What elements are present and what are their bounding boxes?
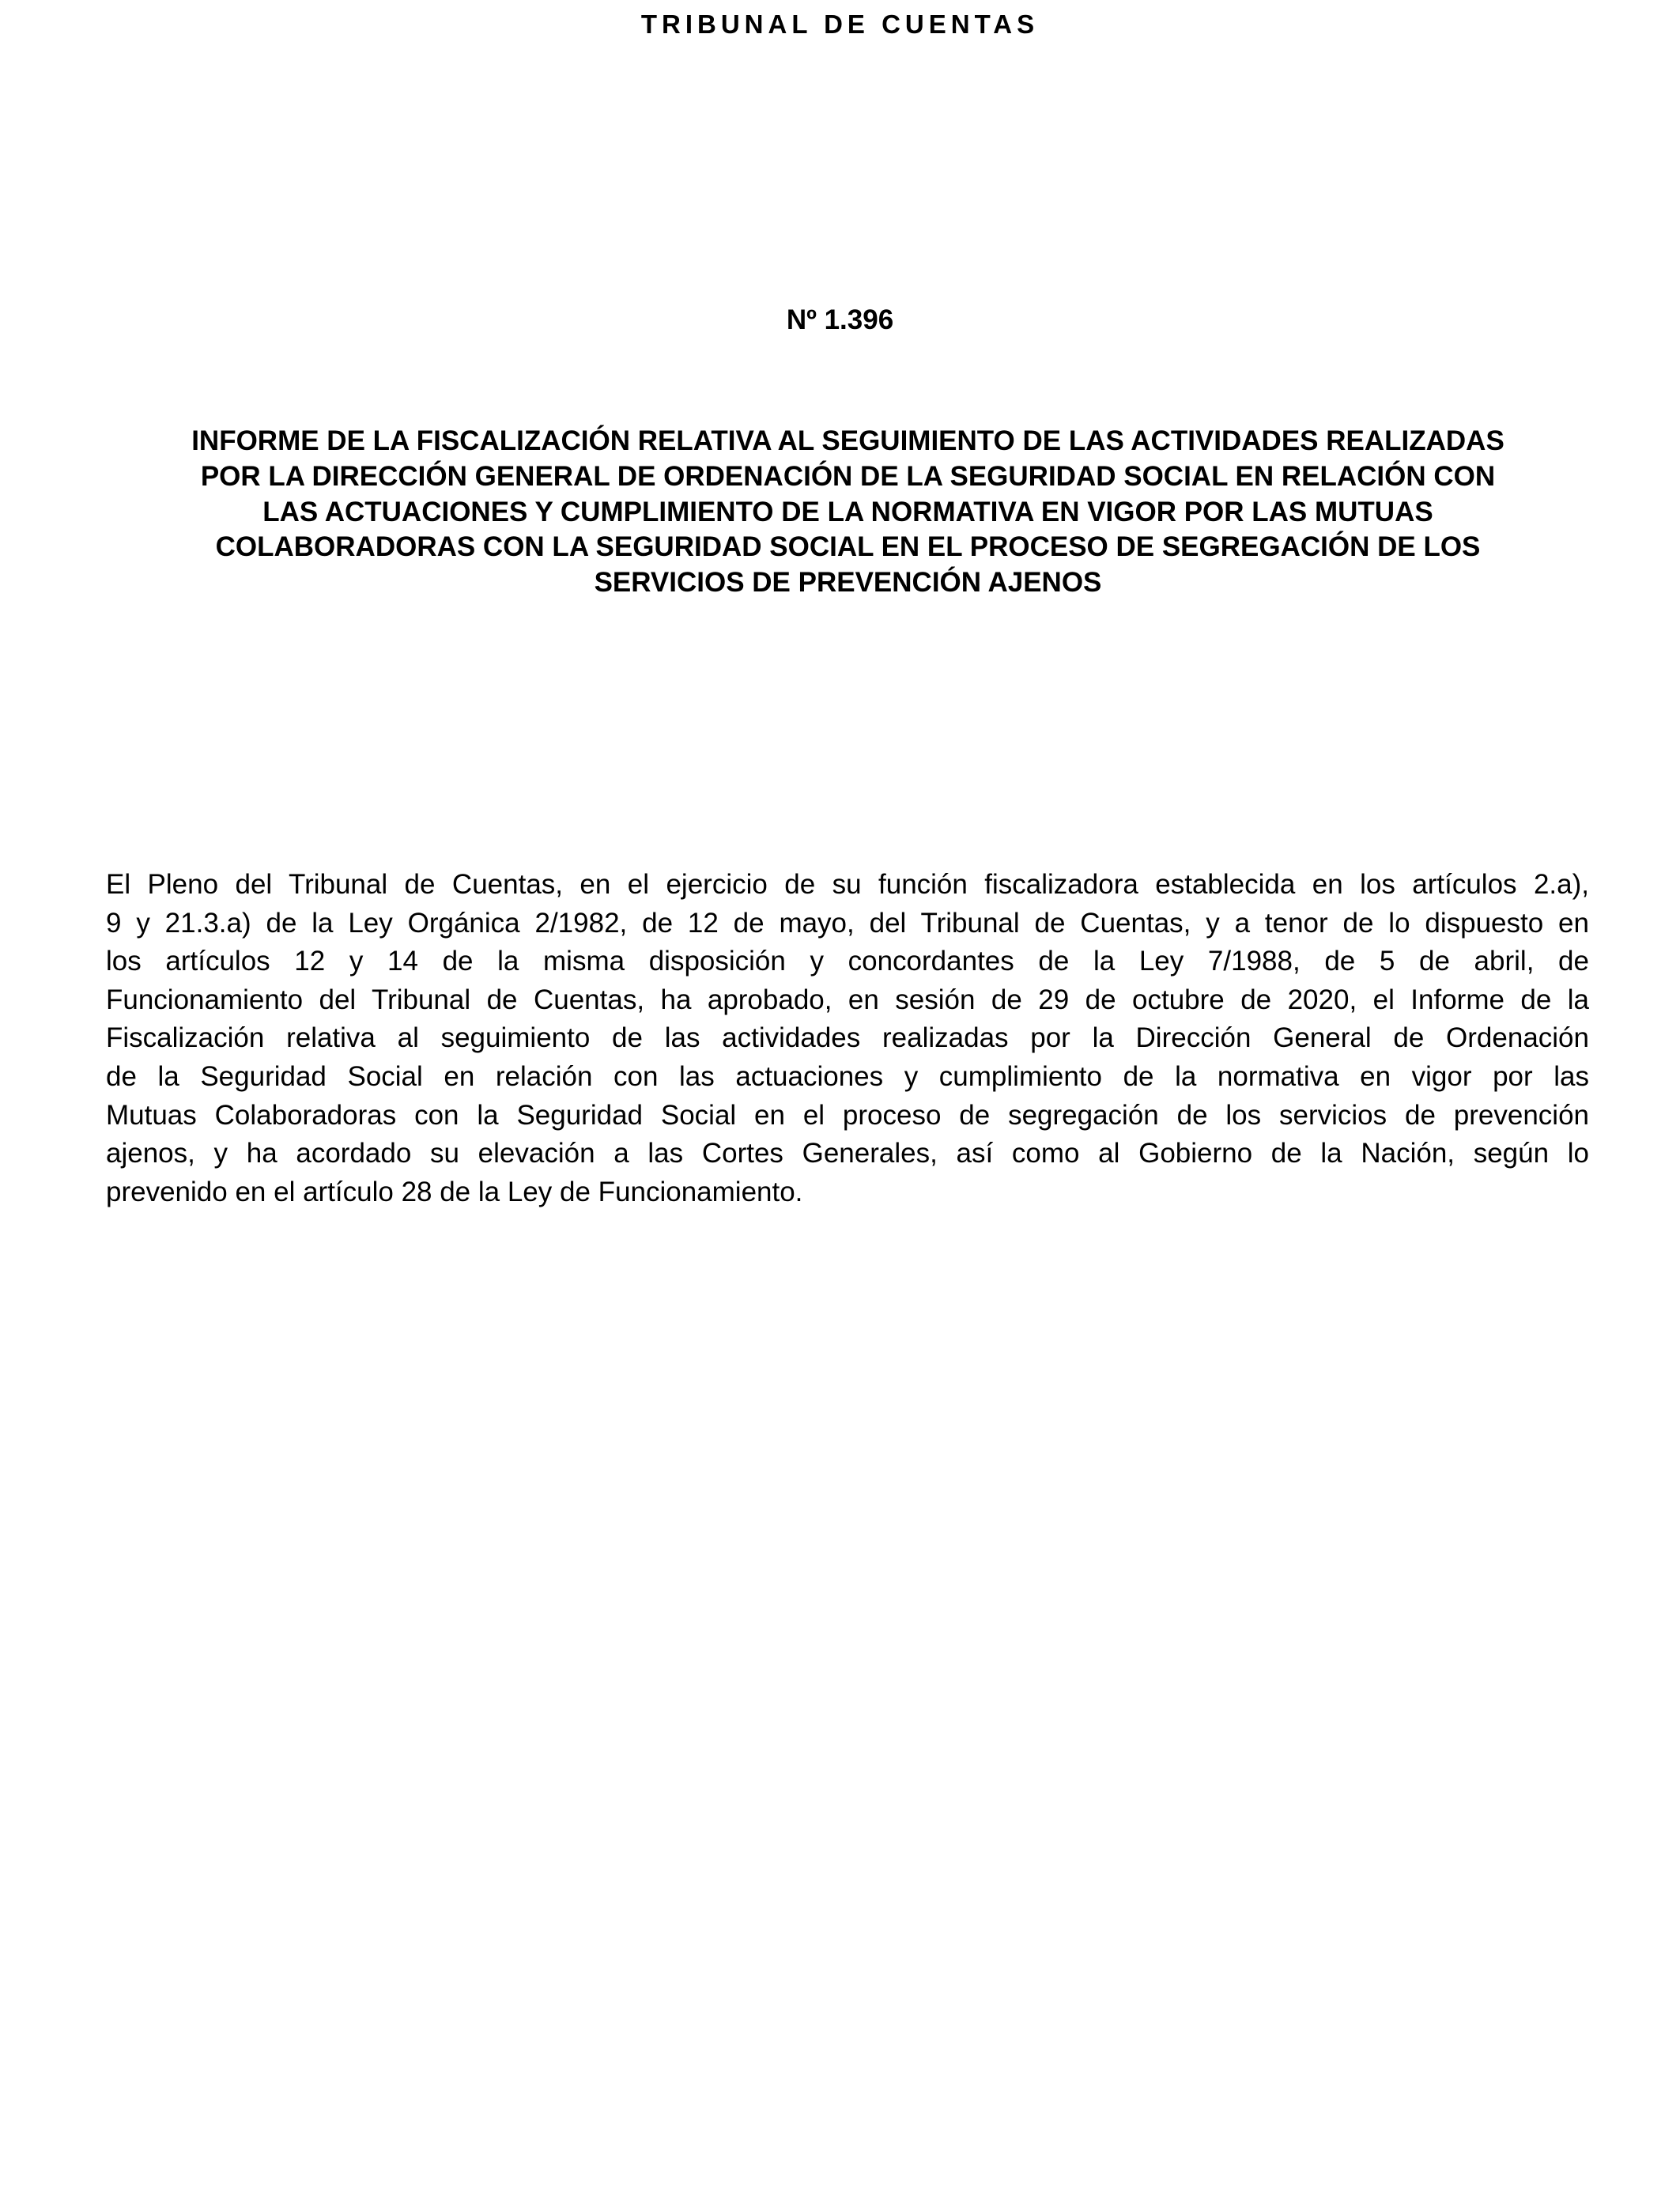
body-paragraph: [106, 866, 1589, 1211]
title-line: POR LA DIRECCIÓN GENERAL DE ORDENACIÓN DE LA SEGURIDAD SOCIAL EN RELACIÓN CON: [200, 460, 1496, 492]
body-line: los artículos 12 y 14 de la misma disposición y concordantes de la Ley 7/1988, de 5 de abril, de: [106, 946, 1589, 977]
title-line: LAS ACTUACIONES Y CUMPLIMIENTO DE LA NORMATIVA EN VIGOR POR LAS MUTUAS: [262, 496, 1433, 527]
body-line: 9 y 21.3.a) de la Ley Orgánica 2/1982, de 12 de mayo, del Tribunal de Cuentas, y a tenor de lo dispuesto en: [106, 907, 1589, 939]
body-line: Mutuas Colaboradoras con la Seguridad Social en el proceso de segregación de los servicios de prevención: [106, 1099, 1589, 1131]
page-header: TRIBUNAL DE CUENTAS: [640, 9, 1040, 39]
title-line: SERVICIOS DE PREVENCIÓN AJENOS: [594, 567, 1102, 599]
title-line: INFORME DE LA FISCALIZACIÓN RELATIVA AL SEGUIMIENTO DE LAS ACTIVIDADES REALIZADAS: [191, 425, 1504, 456]
report-title: [95, 424, 1601, 601]
body-line: de la Seguridad Social en relación con las actuaciones y cumplimiento de la normativa en vigor por las: [106, 1060, 1589, 1092]
body-line: Funcionamiento del Tribunal de Cuentas, ha aprobado, en sesión de 29 de octubre de 2020, el Informe de la: [106, 984, 1589, 1015]
body-line: prevenido en el artículo 28 de la Ley de Funcionamiento.: [106, 1176, 803, 1207]
report-number: Nº 1.396: [786, 304, 894, 335]
body-line: ajenos, y ha acordado su elevación a las Cortes Generales, así como al Gobierno de la Nación, según lo: [106, 1138, 1589, 1169]
body-line: El Pleno del Tribunal de Cuentas, en el ejercicio de su función fiscalizadora establecida en los artículos 2.a),: [106, 869, 1589, 900]
body-line: Fiscalización relativa al seguimiento de las actividades realizadas por la Dirección General de Ordenación: [106, 1022, 1589, 1054]
title-line: COLABORADORAS CON LA SEGURIDAD SOCIAL EN EL PROCESO DE SEGREGACIÓN DE LOS: [215, 531, 1481, 563]
